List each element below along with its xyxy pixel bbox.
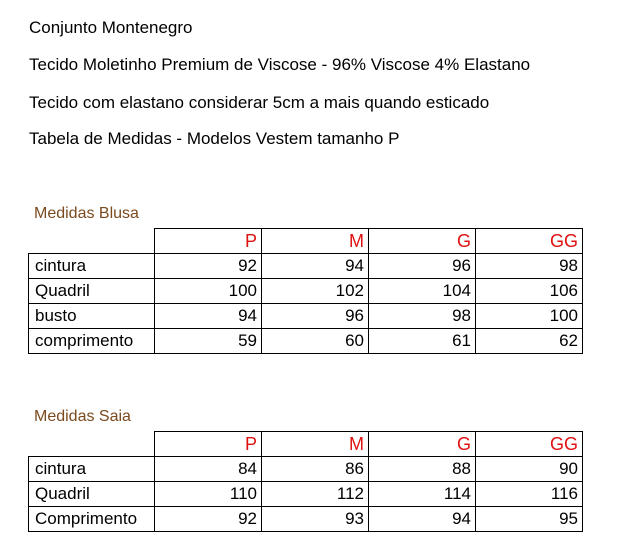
table-cell: 110 bbox=[155, 482, 262, 507]
size-header: GG bbox=[476, 432, 583, 457]
table-cell: 94 bbox=[155, 304, 262, 329]
table-cell: 106 bbox=[476, 279, 583, 304]
table-cell: 98 bbox=[476, 254, 583, 279]
table-cell: 94 bbox=[369, 507, 476, 532]
row-label: Quadril bbox=[29, 279, 155, 304]
table-cell: 112 bbox=[262, 482, 369, 507]
table-row bbox=[29, 254, 583, 279]
table-cell: 62 bbox=[476, 329, 583, 354]
empty-corner-cell bbox=[29, 432, 155, 457]
table-cell: 88 bbox=[369, 457, 476, 482]
size-header: M bbox=[262, 229, 369, 254]
table-cell: 95 bbox=[476, 507, 583, 532]
table-cell: 96 bbox=[369, 254, 476, 279]
product-name: Conjunto Montenegro bbox=[29, 18, 193, 37]
row-label: comprimento bbox=[29, 329, 155, 354]
table-cell: 59 bbox=[155, 329, 262, 354]
saia-size-table bbox=[28, 431, 583, 532]
table-cell: 94 bbox=[262, 254, 369, 279]
table-row bbox=[29, 482, 583, 507]
row-label: cintura bbox=[29, 457, 155, 482]
table-cell: 60 bbox=[262, 329, 369, 354]
table-cell: 84 bbox=[155, 457, 262, 482]
fabric-description: Tecido Moletinho Premium de Viscose - 96% Viscose 4% Elastano bbox=[29, 55, 531, 74]
table-cell: 104 bbox=[369, 279, 476, 304]
size-header: P bbox=[155, 432, 262, 457]
blusa-size-table bbox=[28, 228, 583, 354]
table-header-row bbox=[29, 432, 583, 457]
size-header: G bbox=[369, 432, 476, 457]
table-cell: 92 bbox=[155, 254, 262, 279]
saia-section-title: Medidas Saia bbox=[34, 408, 131, 425]
table-cell: 116 bbox=[476, 482, 583, 507]
table-cell: 90 bbox=[476, 457, 583, 482]
row-label: busto bbox=[29, 304, 155, 329]
empty-corner-cell bbox=[29, 229, 155, 254]
table-row bbox=[29, 304, 583, 329]
table-row bbox=[29, 279, 583, 304]
size-table-note: Tabela de Medidas - Modelos Vestem tamanho P bbox=[29, 129, 400, 148]
table-cell: 96 bbox=[262, 304, 369, 329]
row-label: cintura bbox=[29, 254, 155, 279]
size-header: GG bbox=[476, 229, 583, 254]
table-header-row bbox=[29, 229, 583, 254]
table-row bbox=[29, 507, 583, 532]
table-row bbox=[29, 329, 583, 354]
table-cell: 100 bbox=[476, 304, 583, 329]
size-header: P bbox=[155, 229, 262, 254]
table-cell: 102 bbox=[262, 279, 369, 304]
size-header: G bbox=[369, 229, 476, 254]
table-cell: 86 bbox=[262, 457, 369, 482]
table-cell: 98 bbox=[369, 304, 476, 329]
row-label: Comprimento bbox=[29, 507, 155, 532]
row-label: Quadril bbox=[29, 482, 155, 507]
table-cell: 93 bbox=[262, 507, 369, 532]
size-header: M bbox=[262, 432, 369, 457]
blusa-section-title: Medidas Blusa bbox=[34, 205, 139, 222]
table-cell: 92 bbox=[155, 507, 262, 532]
table-cell: 61 bbox=[369, 329, 476, 354]
table-cell: 114 bbox=[369, 482, 476, 507]
table-row bbox=[29, 457, 583, 482]
table-cell: 100 bbox=[155, 279, 262, 304]
stretch-note: Tecido com elastano considerar 5cm a mais quando esticado bbox=[29, 93, 490, 112]
